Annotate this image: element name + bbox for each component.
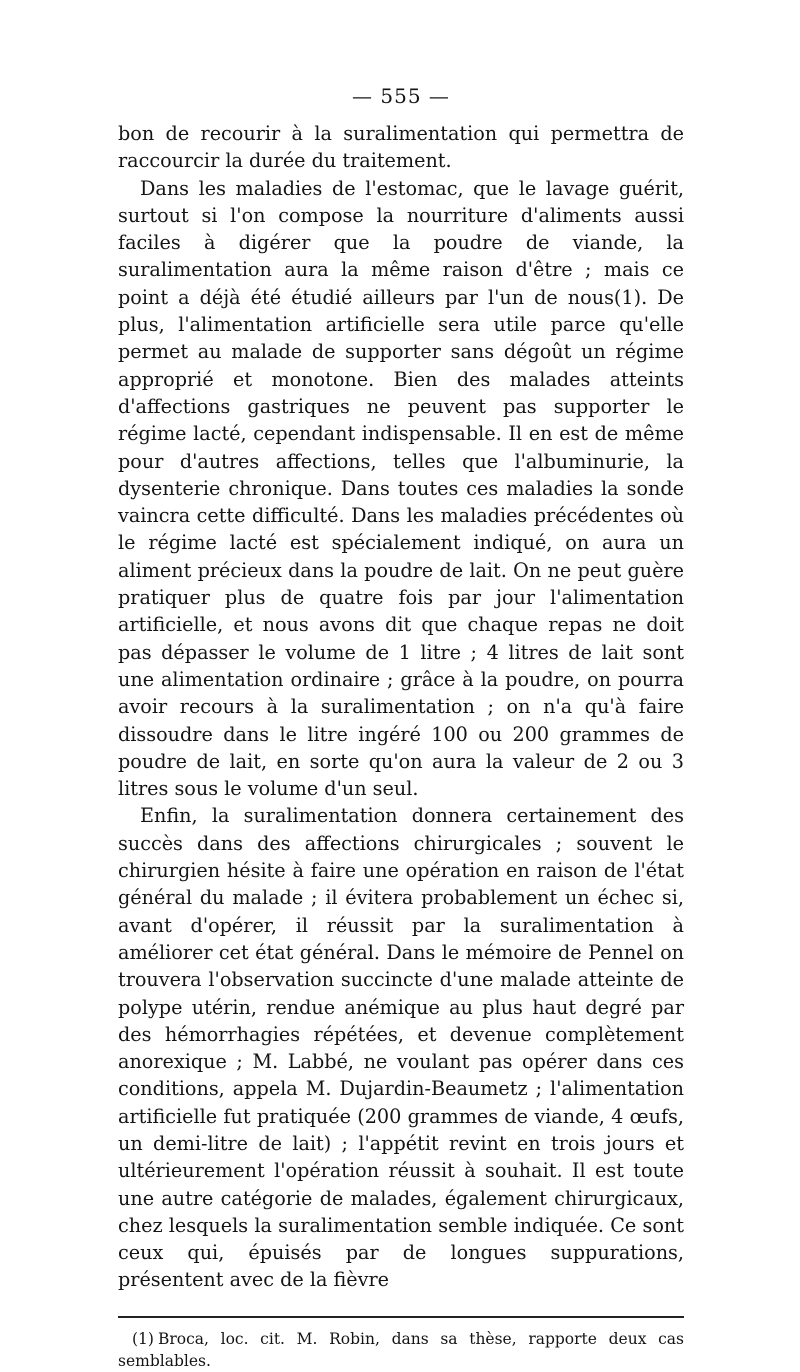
paragraph-continuation: bon de recourir à la suralimentation qui permettra de raccourcir la durée du traitement. — [118, 122, 684, 173]
paragraph-stomach-diseases: Dans les maladies de l'estomac, que le lavage guérit, surtout si l'on compose la nourriture d'aliments aussi faciles à digérer que la poudre de viande, la suralimentation aura la même raison d'être ; mais ce point a déjà été étudié ailleurs par l'un de nous(1). De plus, l'alimentation artificielle sera utile parce qu'elle permet au malade de supporter sans dégoût un régime approprié et monotone. Bien des malades atteints d'affections gastriques ne peuvent pas supporter le régime lacté, cependant indispensable. Il en est de même pour d'autres affections, telles que l'albuminurie, la dysenterie chronique. Dans toutes ces maladies la sonde vaincra cette difficulté. Dans les maladies précédentes où le régime lacté est spécialement indiqué, on aura un aliment précieux dans la poudre de lait. On ne peut guère pratiquer plus de quatre fois par jour l'alimentation artificielle, et nous avons dit que chaque repas ne doit pas dépasser le volume de 1 litre ; 4 litres de lait sont une alimentation ordinaire ; grâce à la poudre, on pourra avoir recours à la suralimentation ; on n'a qu'à faire dissoudre dans le litre ingéré 100 ou 200 grammes de poudre de lait, en sorte qu'on aura la valeur de 2 ou 3 litres sous le volume d'un seul. — [118, 176, 684, 801]
footnote-text: Broca, loc. cit. M. Robin, dans sa thèse, rapporte deux cas semblables. — [118, 1329, 684, 1370]
body-text — [118, 120, 684, 1294]
page-number: — 555 — — [352, 84, 450, 108]
footnote-divider — [118, 1316, 684, 1318]
footnote-marker: (1) — [132, 1329, 154, 1348]
footnote — [118, 1328, 684, 1372]
document-page — [118, 84, 684, 1372]
paragraph-surgical-affections: Enfin, la suralimentation donnera certainement des succès dans des affections chirurgicales ; souvent le chirurgien hésite à faire une opération en raison de l'état général du malade ; il évitera probablement un échec si, avant d'opérer, il réussit par la suralimentation à améliorer cet état général. Dans le mémoire de Pennel on trouvera l'observation succincte d'une malade atteinte de polype utérin, rendue anémique au plus haut degré par des hémorrhagies répétées, et devenue complètement anorexique ; M. Labbé, ne voulant pas opérer dans ces conditions, appela M. Dujardin-Beaumetz ; l'alimentation artificielle fut pratiquée (200 grammes de viande, 4 œufs, un demi-litre de lait) ; l'appétit revint en trois jours et ultérieurement l'opération réussit à souhait. Il est toute une autre catégorie de malades, également chirurgicaux, chez lesquels la suralimentation semble indiquée. Ce sont ceux qui, épuisés par de longues suppurations, présentent avec de la fièvre — [118, 804, 684, 1292]
